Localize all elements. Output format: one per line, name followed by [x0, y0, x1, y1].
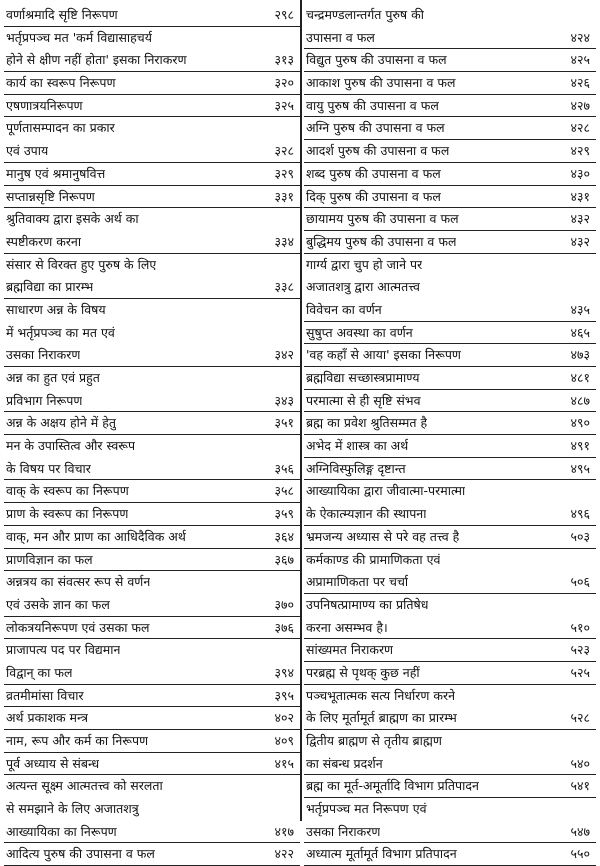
toc-entry-title: परमात्मा से ही सृष्टि संभव [306, 392, 421, 408]
toc-entry-page-number: ४३१ [570, 188, 590, 204]
toc-entry [4, 594, 300, 617]
toc-entry [4, 322, 300, 345]
toc-entry [4, 549, 300, 572]
toc-entry-page-number: ४२८ [570, 120, 590, 136]
toc-entry-page-number: ३२९ [274, 165, 294, 181]
toc-entry-title: करना असम्भव है। [306, 619, 388, 635]
toc-entry [304, 775, 596, 798]
toc-entry [4, 458, 300, 481]
toc-entry [304, 276, 596, 299]
toc-entry-page-number: ४९५ [570, 460, 590, 476]
toc-entry [4, 344, 300, 367]
toc-entry-title: विद्युत पुरुष की उपासना व फल [306, 52, 447, 68]
toc-entry-title: पूर्णतासम्पादन का प्रकार [6, 120, 115, 136]
toc-entry-page-number: ३७० [274, 596, 294, 612]
toc-entry [4, 798, 300, 821]
toc-entry-page-number: ४२४ [570, 29, 590, 45]
toc-entry-page-number: ४२७ [570, 97, 590, 113]
toc-entry [304, 843, 596, 866]
toc-entry [304, 344, 596, 367]
toc-entry-title: साधारण अन्न के विषय [6, 301, 106, 317]
toc-right-column [304, 4, 596, 866]
toc-entry-title: उसका निराकरण [306, 823, 381, 839]
toc-entry [304, 49, 596, 72]
toc-entry [304, 458, 596, 481]
toc-entry-page-number: ४३० [570, 165, 590, 181]
toc-entry [4, 775, 300, 798]
toc-entry-page-number: ४०२ [274, 710, 294, 726]
toc-entry-page-number: ३३४ [274, 233, 294, 249]
toc-entry [304, 571, 596, 594]
toc-entry [304, 186, 596, 209]
toc-entry-title: छायामय पुरुष की उपासना व फल [306, 211, 459, 227]
toc-entry-title: अन्न का हुत एवं प्रहुत [6, 370, 100, 385]
toc-entry-page-number: ३३१ [274, 188, 294, 204]
toc-entry-title: एवं उपाय [6, 143, 49, 159]
toc-entry-title: ब्रह्म का प्रवेश श्रुतिसम्मत है [306, 415, 428, 431]
toc-entry-page-number: ४२२ [274, 846, 294, 862]
toc-entry-page-number: ४९६ [570, 506, 590, 522]
toc-entry-title: ब्रह्मविद्या का प्रारम्भ [6, 279, 94, 295]
toc-entry-title: ब्रह्म का मूर्त-अमूर्तादि विभाग प्रतिपादन [306, 778, 479, 794]
toc-entry-page-number: ३५८ [274, 483, 294, 499]
toc-entry [304, 163, 596, 186]
toc-entry [4, 480, 300, 503]
toc-entry-page-number: ४९० [570, 415, 590, 431]
toc-entry-page-number: ५०३ [570, 528, 590, 544]
toc-entry-page-number: ३१३ [274, 52, 294, 68]
toc-entry-title: आदित्य पुरुष की उपासना व फल [6, 846, 155, 862]
toc-entry-title: प्राजापत्य पद पर विद्यमान [6, 642, 121, 658]
toc-entry [304, 72, 596, 95]
toc-entry-title: शब्द पुरुष की उपासना व फल [306, 165, 441, 181]
toc-entry-page-number: ४७३ [570, 347, 590, 363]
toc-entry-title: अग्नि पुरुष की उपासना व फल [306, 120, 445, 136]
toc-entry [4, 821, 300, 844]
toc-entry-title: कार्य का स्वरूप निरूपण [6, 75, 116, 91]
toc-entry-page-number: ४३२ [570, 233, 590, 249]
toc-entry [304, 480, 596, 503]
toc-entry-title: परब्रह्म से पृथक् कुछ नहीं [306, 664, 420, 680]
toc-entry-page-number: ३५६ [274, 460, 294, 476]
toc-entry [304, 27, 596, 50]
toc-entry [304, 662, 596, 685]
toc-entry-title: अध्यात्म मूर्तामूर्त विभाग प्रतिपादन [306, 846, 457, 862]
toc-entry [4, 367, 300, 390]
toc-entry [4, 730, 300, 753]
toc-entry-title: अग्निविस्फुलिङ्ग दृष्टान्त [306, 460, 406, 476]
toc-entry-page-number: ३९४ [274, 664, 294, 680]
toc-entry [4, 435, 300, 458]
toc-entry-title: चन्द्रमण्डलान्तर्गत पुरुष की [306, 7, 424, 22]
toc-entry-title: उसका निराकरण [6, 347, 81, 363]
toc-entry [4, 254, 300, 277]
toc-entry-title: संसार से विरक्त हुए पुरुष के लिए [6, 256, 157, 272]
toc-entry-page-number: ३७६ [274, 619, 294, 635]
toc-entry-title: अभेद में शास्त्र का अर्थ [306, 438, 409, 454]
toc-entry [304, 639, 596, 662]
toc-entry [304, 798, 596, 821]
toc-entry-title: दिक् पुरुष की उपासना व फल [306, 188, 441, 204]
toc-entry-page-number: ३५९ [274, 506, 294, 522]
toc-entry-title: प्रविभाग निरूपण [6, 392, 83, 408]
toc-entry [304, 95, 596, 118]
toc-entry [304, 549, 596, 572]
toc-entry-title: स्पष्टीकरण करना [6, 233, 82, 249]
toc-entry-page-number: ३९५ [274, 687, 294, 703]
toc-entry [4, 163, 300, 186]
toc-entry-page-number: ४१५ [274, 755, 294, 771]
toc-entry-title: उपासना व फल [306, 29, 375, 45]
toc-entry [4, 685, 300, 708]
toc-entry-title: वर्णाश्रमादि सृष्टि निरूपण [6, 7, 118, 22]
toc-entry-title: आदर्श पुरुष की उपासना व फल [306, 143, 450, 159]
toc-entry-page-number: ३४३ [274, 392, 294, 408]
toc-entry-title: 'वह कहाँ से आया' इसका निरूपण [306, 347, 461, 363]
toc-entry [304, 322, 596, 345]
toc-entry-title: कर्मकाण्ड की प्रामाणिकता एवं [306, 551, 441, 567]
toc-entry-page-number: ५१० [570, 619, 590, 635]
toc-entry-page-number: ३६४ [274, 528, 294, 544]
toc-entry [304, 140, 596, 163]
toc-entry-title: विवेचन का वर्णन [306, 301, 382, 317]
toc-entry-page-number: ४३२ [570, 211, 590, 227]
toc-entry [4, 27, 300, 50]
toc-entry-title: भर्तृप्रपञ्च मत 'कर्म विद्यासाहचर्य [6, 29, 152, 45]
toc-entry-title: श्रुतिवाक्य द्वारा इसके अर्थ का [6, 211, 139, 227]
toc-entry-title: मानुष एवं श्रमानुषवित्त [6, 165, 106, 181]
toc-entry-title: होने से क्षीण नहीं होता' इसका निराकरण [6, 52, 187, 68]
toc-entry-page-number: ३२० [274, 75, 294, 91]
toc-entry-title: भर्तृप्रपञ्च मत निरूपण एवं [306, 801, 427, 817]
toc-entry-title: बुद्धिमय पुरुष की उपासना व फल [306, 233, 457, 249]
toc-entry-page-number: ५२३ [570, 642, 590, 658]
toc-entry [304, 412, 596, 435]
toc-entry-title: से समझाने के लिए अजातशत्रु [6, 801, 139, 817]
toc-entry [304, 617, 596, 640]
toc-entry-title: उपनिषत्प्रामाण्य का प्रतिषेध [306, 596, 429, 612]
toc-entry [304, 367, 596, 390]
toc-entry-title: सांख्यमत निराकरण [306, 642, 394, 658]
toc-left-column [4, 4, 300, 866]
toc-entry-page-number: ५४१ [570, 778, 590, 794]
toc-entry [4, 299, 300, 322]
toc-entry [304, 685, 596, 708]
toc-entry [4, 95, 300, 118]
toc-entry-page-number: ४२६ [570, 75, 590, 91]
toc-entry-page-number: २९८ [274, 7, 294, 22]
toc-entry-page-number: ३६७ [274, 551, 294, 567]
toc-entry [304, 707, 596, 730]
toc-entry-title: प्राणविज्ञान का फल [6, 551, 93, 567]
toc-entry-title: मन के उपास्तित्व और स्वरूप [6, 438, 136, 454]
toc-entry-title: नाम, रूप और कर्म का निरूपण [6, 733, 149, 748]
toc-entry-page-number: ३५१ [274, 415, 294, 431]
toc-entry-page-number: ३३८ [274, 279, 294, 295]
toc-entry-page-number: ५०६ [570, 574, 590, 590]
toc-entry [4, 49, 300, 72]
toc-entry [304, 4, 596, 27]
toc-entry [4, 753, 300, 776]
toc-entry-page-number: ५५० [570, 846, 590, 862]
toc-entry [4, 208, 300, 231]
toc-entry-title: द्वितीय ब्राह्मण से तृतीय ब्राह्मण [306, 733, 442, 748]
toc-entry [4, 276, 300, 299]
toc-entry-title: अन्न के अक्षय होने में हेतु [6, 415, 116, 431]
toc-entry-title: एषणात्रयनिरूपण [6, 97, 83, 113]
toc-entry-title: एवं उसके ज्ञान का फल [6, 596, 110, 612]
toc-entry [304, 435, 596, 458]
toc-entry-title: विद्वान् का फल [6, 664, 73, 680]
toc-entry-title: अन्नत्रय का संवत्सर रूप से वर्णन [6, 574, 151, 590]
toc-entry-title: के लिए मूर्तामूर्त ब्राह्मण का प्रारम्भ [306, 710, 457, 726]
toc-entry [304, 299, 596, 322]
toc-entry [304, 821, 596, 844]
toc-entry-page-number: ३२५ [274, 97, 294, 113]
toc-entry-title: प्राण के स्वरूप का निरूपण [6, 506, 129, 522]
toc-entry [304, 526, 596, 549]
column-divider [300, 0, 302, 821]
toc-entry-page-number: ३२८ [274, 143, 294, 159]
toc-entry [4, 571, 300, 594]
toc-entry [304, 753, 596, 776]
toc-entry [304, 594, 596, 617]
toc-entry-title: का संबन्ध प्रदर्शन [306, 755, 383, 771]
toc-entry [4, 503, 300, 526]
toc-entry [4, 186, 300, 209]
toc-entry-title: सुषुप्त अवस्था का वर्णन [306, 324, 413, 340]
toc-entry-page-number: ४६५ [570, 324, 590, 340]
toc-entry [304, 730, 596, 753]
toc-entry [304, 231, 596, 254]
toc-entry-title: व्रतमीमांसा विचार [6, 687, 84, 703]
toc-entry-title: अप्रामाणिकता पर चर्चा [306, 574, 409, 590]
toc-entry-title: में भर्तृप्रपञ्च का मत एवं [6, 324, 115, 340]
toc-entry-page-number: ५२५ [570, 664, 590, 680]
toc-entry [4, 231, 300, 254]
toc-entry-page-number: ५४७ [570, 823, 590, 839]
toc-entry-title: सप्तान्नसृष्टि निरूपण [6, 188, 95, 204]
toc-entry-title: अत्यन्त सूक्ष्म आत्मतत्त्व को सरलता [6, 778, 163, 794]
toc-entry-title: के विषय पर विचार [6, 460, 91, 476]
toc-entry-title: वाक्, मन और प्राण का आधिदैविक अर्थ [6, 528, 186, 544]
toc-entry-title: आकाश पुरुष की उपासना व फल [306, 75, 456, 91]
toc-entry [304, 390, 596, 413]
toc-entry [4, 4, 300, 27]
toc-entry-title: ब्रह्मविद्या सच्छास्त्रप्रामाण्य [306, 370, 420, 385]
toc-entry-page-number: ४९१ [570, 438, 590, 454]
toc-entry-title: अर्थ प्रकाशक मन्त्र [6, 710, 88, 726]
toc-entry-page-number: ४२५ [570, 52, 590, 68]
toc-entry-title: लोकत्रयनिरूपण एवं उसका फल [6, 619, 150, 635]
toc-entry [304, 254, 596, 277]
toc-entry [4, 639, 300, 662]
toc-entry [4, 72, 300, 95]
toc-entry-page-number: ४१७ [274, 823, 294, 839]
toc-entry-title: गार्ग्य द्वारा चुप हो जाने पर [306, 256, 423, 272]
toc-entry [4, 140, 300, 163]
toc-entry [4, 662, 300, 685]
toc-entry [4, 526, 300, 549]
toc-entry [4, 117, 300, 140]
toc-entry-page-number: ५४० [570, 755, 590, 771]
toc-entry-page-number: ४०९ [274, 733, 294, 748]
toc-entry [4, 617, 300, 640]
toc-entry-title: पूर्व अध्याय से संबन्ध [6, 755, 100, 771]
toc-entry-title: पञ्चभूतात्मक सत्य निर्धारण करने [306, 687, 456, 703]
toc-entry [4, 390, 300, 413]
toc-entry-title: अजातशत्रु द्वारा आत्मतत्त्व [306, 279, 420, 295]
toc-entry-title: वाक् के स्वरूप का निरूपण [6, 483, 129, 499]
toc-entry-title: के ऐकात्म्यज्ञान की स्थापना [306, 506, 427, 522]
toc-entry [304, 208, 596, 231]
toc-entry-title: वायु पुरुष की उपासना व फल [306, 97, 439, 113]
toc-entry [4, 843, 300, 866]
toc-entry [304, 503, 596, 526]
toc-entry [4, 412, 300, 435]
toc-entry-title: आख्यायिका का निरूपण [6, 823, 117, 839]
toc-entry-title: भ्रमजन्य अध्यास से परे वह तत्त्व है [306, 528, 460, 544]
toc-entry-page-number: ५२८ [570, 710, 590, 726]
toc-entry-title: आख्यायिका द्वारा जीवात्मा-परमात्मा [306, 483, 466, 499]
toc-entry-page-number: ४३५ [570, 301, 590, 317]
toc-entry-page-number: ४२९ [570, 143, 590, 159]
toc-entry [4, 707, 300, 730]
toc-entry-page-number: ३४२ [274, 347, 294, 363]
toc-entry-page-number: ४८१ [570, 370, 590, 385]
toc-entry [304, 117, 596, 140]
toc-entry-page-number: ४८७ [570, 392, 590, 408]
